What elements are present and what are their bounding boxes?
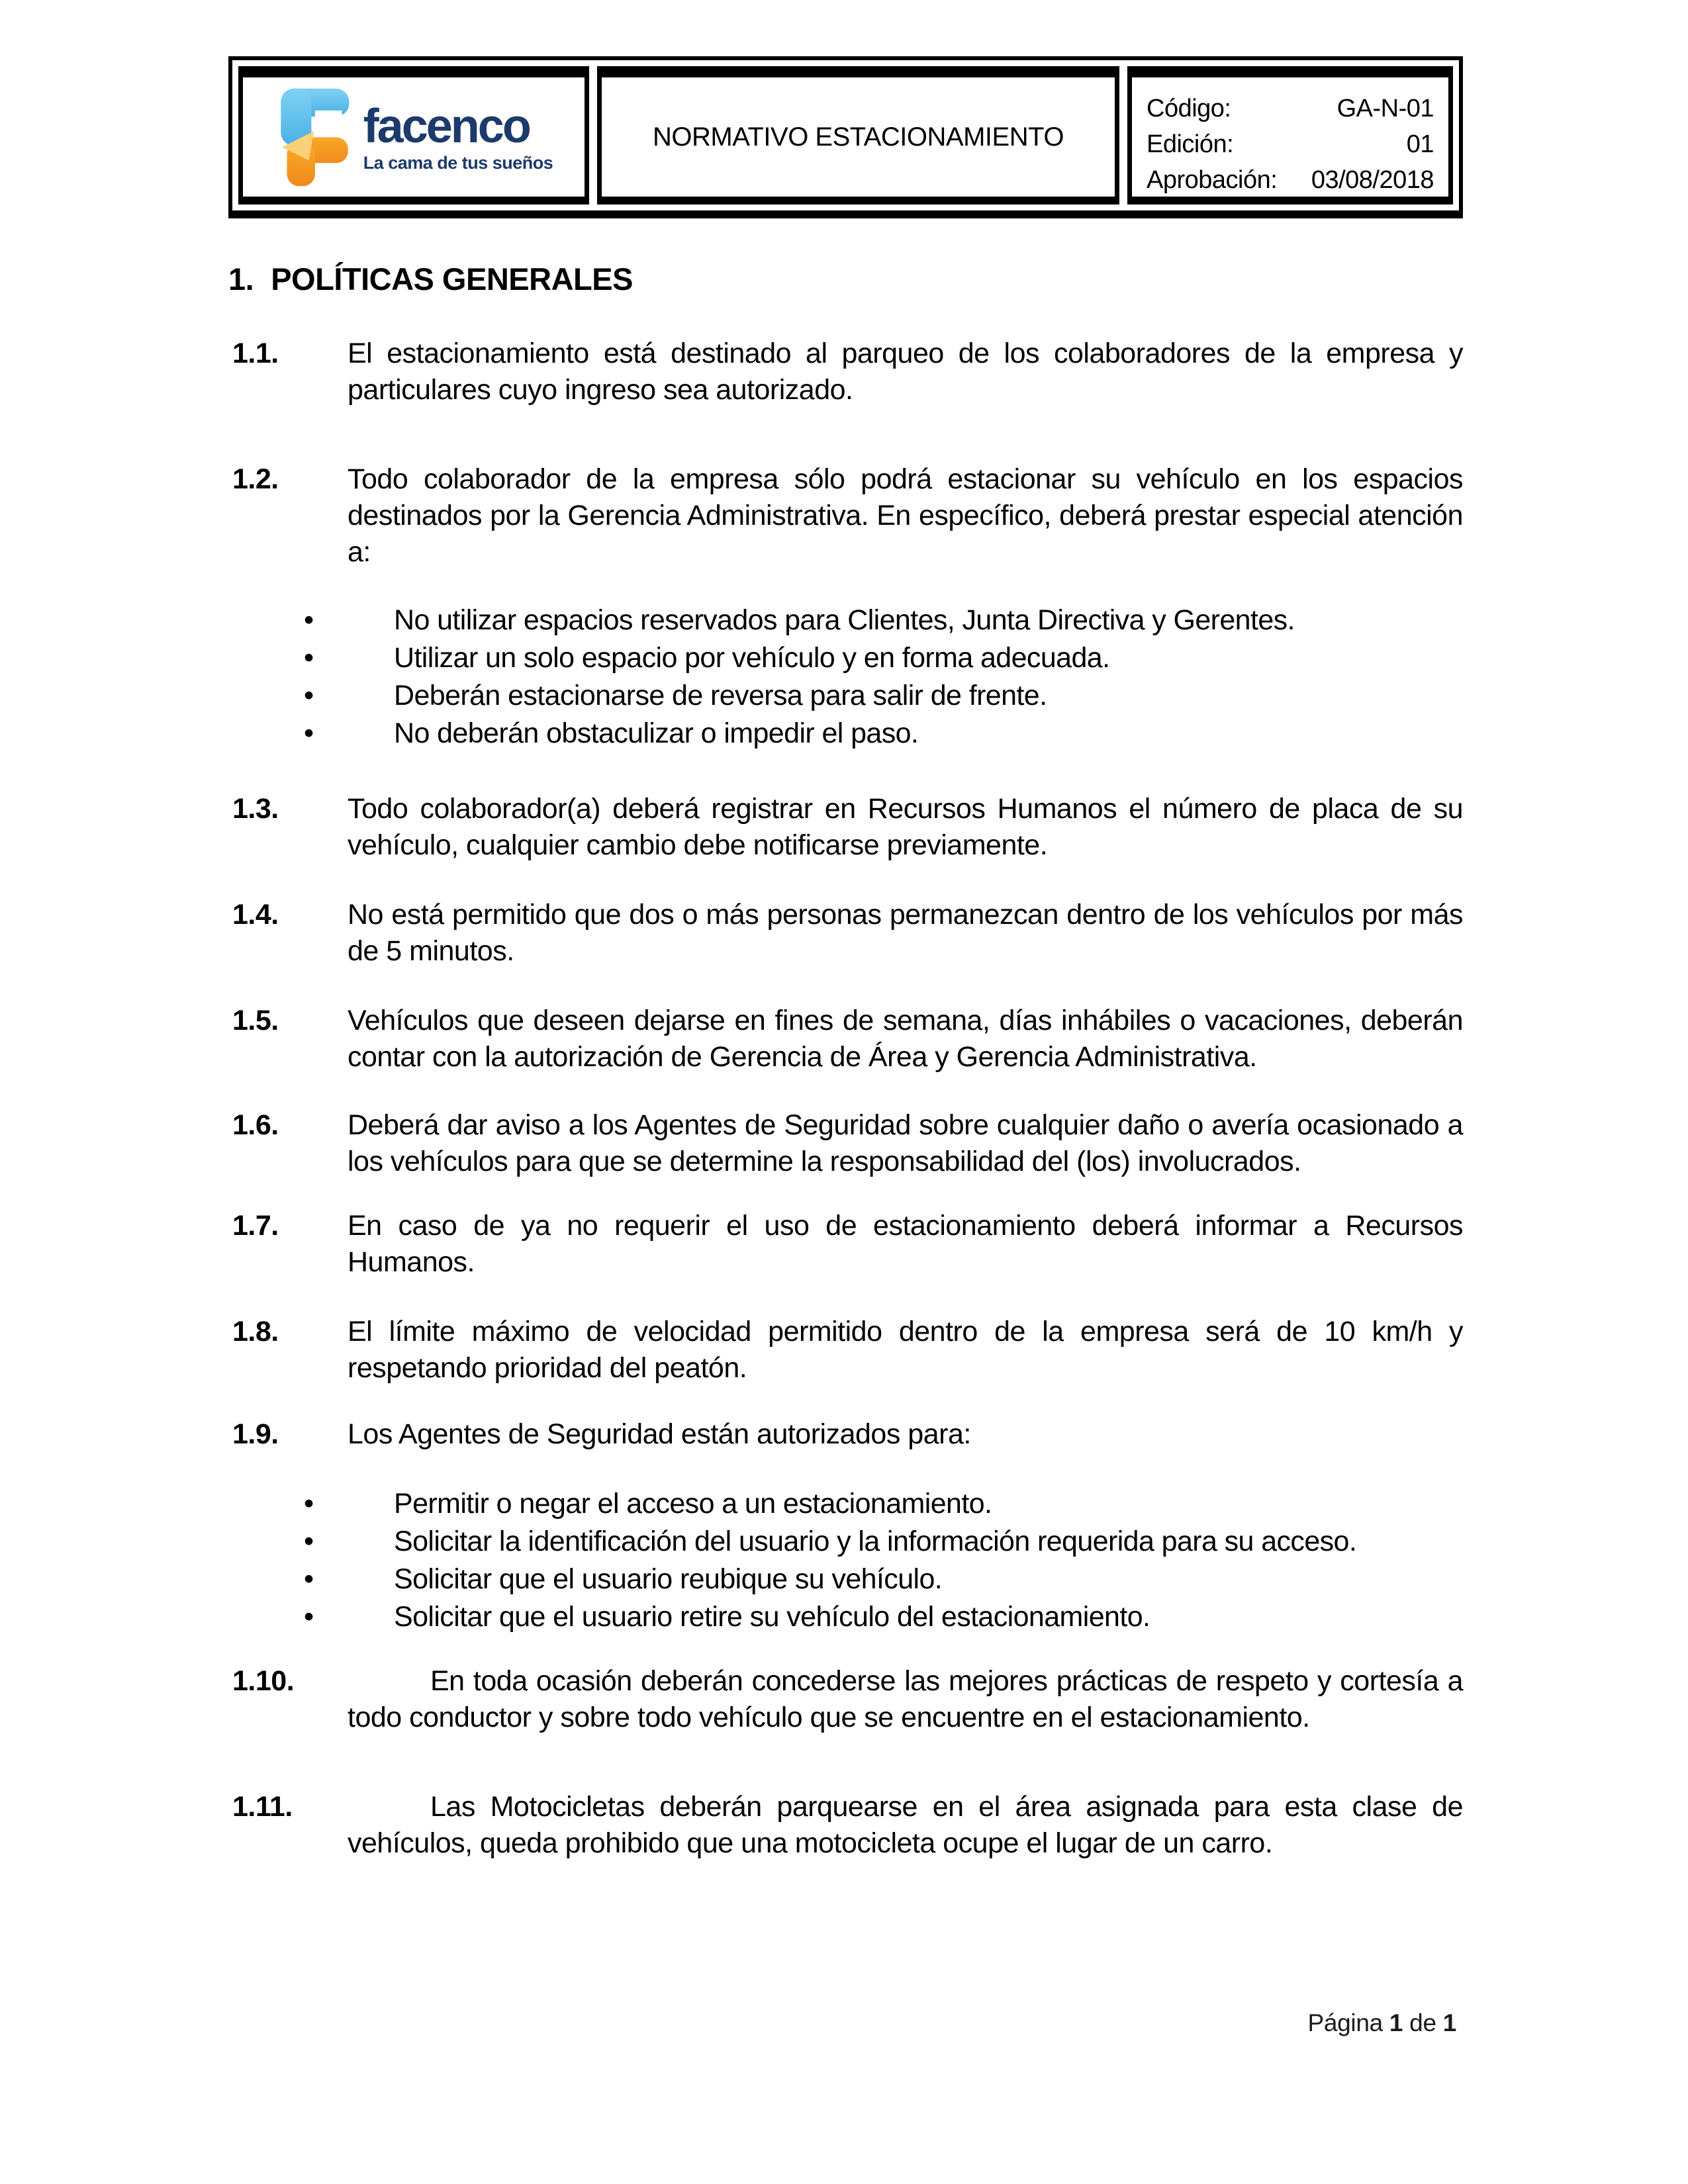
bullet-item — [228, 1486, 1463, 1522]
bullet-icon: • — [304, 717, 314, 749]
policy-item — [228, 1416, 1463, 1453]
section-heading — [228, 262, 1463, 296]
meta-label: Edición: — [1147, 130, 1234, 158]
bullet-text: Utilizar un solo espacio por vehículo y en forma adecuada. — [394, 641, 1110, 674]
brand-name: facenco — [363, 99, 530, 153]
bullet-text: Solicitar la identificación del usuario y la información requerida para su acceso. — [394, 1525, 1357, 1557]
bullet-icon: • — [304, 604, 314, 636]
item-text: Las Motocicletas deberán parquearse en el área asignada para esta clase de vehículos, queda prohibido que una motocicleta ocupe el lugar de un carro. — [348, 1790, 1463, 1859]
meta-row-codigo — [1147, 91, 1434, 126]
page-footer — [1308, 2009, 1457, 2037]
heading-title: POLÍTICAS GENERALES — [271, 261, 633, 296]
document-title: NORMATIVO ESTACIONAMIENTO — [653, 122, 1064, 152]
footer-total-pages: 1 — [1442, 2009, 1456, 2036]
heading-number: 1. — [228, 261, 254, 296]
bullet-icon: • — [304, 1600, 314, 1633]
facenco-f-icon — [275, 86, 354, 189]
item-text: Todo colaborador(a) deberá registrar en Recursos Humanos el número de placa de su vehículo, cualquier cambio debe notificarse previamente. — [348, 792, 1463, 861]
item-number: 1.6. — [232, 1109, 279, 1141]
logo-text — [363, 99, 553, 173]
bullet-item — [228, 640, 1463, 676]
meta-label: Código: — [1147, 95, 1231, 122]
bullet-text: No utilizar espacios reservados para Clientes, Junta Directiva y Gerentes. — [394, 604, 1295, 636]
bullet-list — [228, 1486, 1463, 1635]
meta-value: GA-N-01 — [1336, 95, 1434, 122]
bullet-item — [228, 715, 1463, 752]
item-text: En toda ocasión deberán concederse las mejores prácticas de respeto y cortesía a todo conductor y sobre todo vehículo que se encuentre en el estacionamiento. — [348, 1664, 1463, 1733]
bullet-text: Deberán estacionarse de reversa para salir de frente. — [394, 679, 1047, 711]
item-text: En caso de ya no requerir el uso de estacionamiento deberá informar a Recursos Humanos. — [348, 1209, 1463, 1278]
bullet-icon: • — [304, 641, 314, 674]
bullet-icon: • — [304, 1525, 314, 1557]
bullet-icon: • — [304, 679, 314, 711]
facenco-logo — [275, 86, 553, 189]
bullet-item — [228, 1524, 1463, 1560]
bullet-list — [228, 602, 1463, 752]
item-text: Deberá dar aviso a los Agentes de Seguridad sobre cualquier daño o avería ocasionado a los vehículos para que se determine la responsabilidad del (los) involucrados. — [348, 1109, 1463, 1177]
bullet-item — [228, 1561, 1463, 1598]
bullet-item — [228, 678, 1463, 714]
item-text: No está permitido que dos o más personas permanezcan dentro de los vehículos por más de 5 minutos. — [348, 898, 1463, 967]
logo-cell — [238, 66, 589, 205]
meta-value: 01 — [1406, 130, 1434, 158]
item-number: 1.9. — [232, 1418, 279, 1450]
item-number: 1.8. — [232, 1315, 279, 1347]
policy-item — [228, 791, 1463, 864]
item-number: 1.5. — [232, 1004, 279, 1036]
item-number: 1.2. — [232, 463, 279, 495]
bullet-text: Permitir o negar el acceso a un estacionamiento. — [394, 1487, 992, 1520]
bullet-item — [228, 602, 1463, 639]
item-number: 1.1. — [232, 337, 279, 369]
policy-item — [228, 461, 1463, 570]
policy-item — [228, 1314, 1463, 1387]
policy-item — [228, 1208, 1463, 1281]
footer-separator: de — [1409, 2009, 1436, 2036]
item-number: 1.4. — [232, 898, 279, 931]
item-text: El estacionamiento está destinado al parqueo de los colaboradores de la empresa y particulares cuyo ingreso sea autorizado. — [348, 337, 1463, 406]
policy-item — [228, 1663, 1463, 1736]
bullet-text: Solicitar que el usuario retire su vehículo del estacionamiento. — [394, 1600, 1150, 1633]
meta-cell — [1127, 66, 1453, 205]
bullet-icon: • — [304, 1487, 314, 1520]
meta-label: Aprobación: — [1147, 166, 1278, 194]
item-text: Vehículos que deseen dejarse en fines de semana, días inhábiles o vacaciones, deberán contar con la autorización de Gerencia de Área y Gerencia Administrativa. — [348, 1004, 1463, 1073]
bullet-item — [228, 1599, 1463, 1635]
title-cell — [597, 66, 1119, 205]
policy-item — [228, 336, 1463, 408]
policy-item — [228, 897, 1463, 970]
bullet-icon: • — [304, 1563, 314, 1595]
item-number: 1.10. — [232, 1664, 295, 1697]
meta-row-aprobacion — [1147, 162, 1434, 198]
item-text: Todo colaborador de la empresa sólo podrá estacionar su vehículo en los espacios destinados por la Gerencia Administrativa. En específico, deberá prestar especial atención a: — [348, 463, 1463, 568]
item-text: Los Agentes de Seguridad están autorizados para: — [348, 1418, 971, 1450]
item-text: El límite máximo de velocidad permitido dentro de la empresa será de 10 km/h y respetando prioridad del peatón. — [348, 1315, 1463, 1384]
meta-value: 03/08/2018 — [1311, 166, 1434, 194]
meta-row-edicion — [1147, 126, 1434, 162]
policy-item — [228, 1003, 1463, 1075]
footer-prefix: Página — [1307, 2009, 1383, 2036]
policy-item — [228, 1789, 1463, 1862]
bullet-text: Solicitar que el usuario reubique su vehículo. — [394, 1563, 943, 1595]
bullet-text: No deberán obstaculizar o impedir el paso. — [394, 717, 919, 749]
policy-item — [228, 1107, 1463, 1180]
item-number: 1.11. — [232, 1790, 293, 1823]
header-table — [228, 56, 1463, 218]
item-number: 1.7. — [232, 1209, 279, 1242]
item-number: 1.3. — [232, 792, 279, 825]
page-content — [228, 0, 1463, 1862]
footer-page-number: 1 — [1389, 2009, 1403, 2036]
brand-tagline: La cama de tus sueños — [363, 152, 553, 173]
